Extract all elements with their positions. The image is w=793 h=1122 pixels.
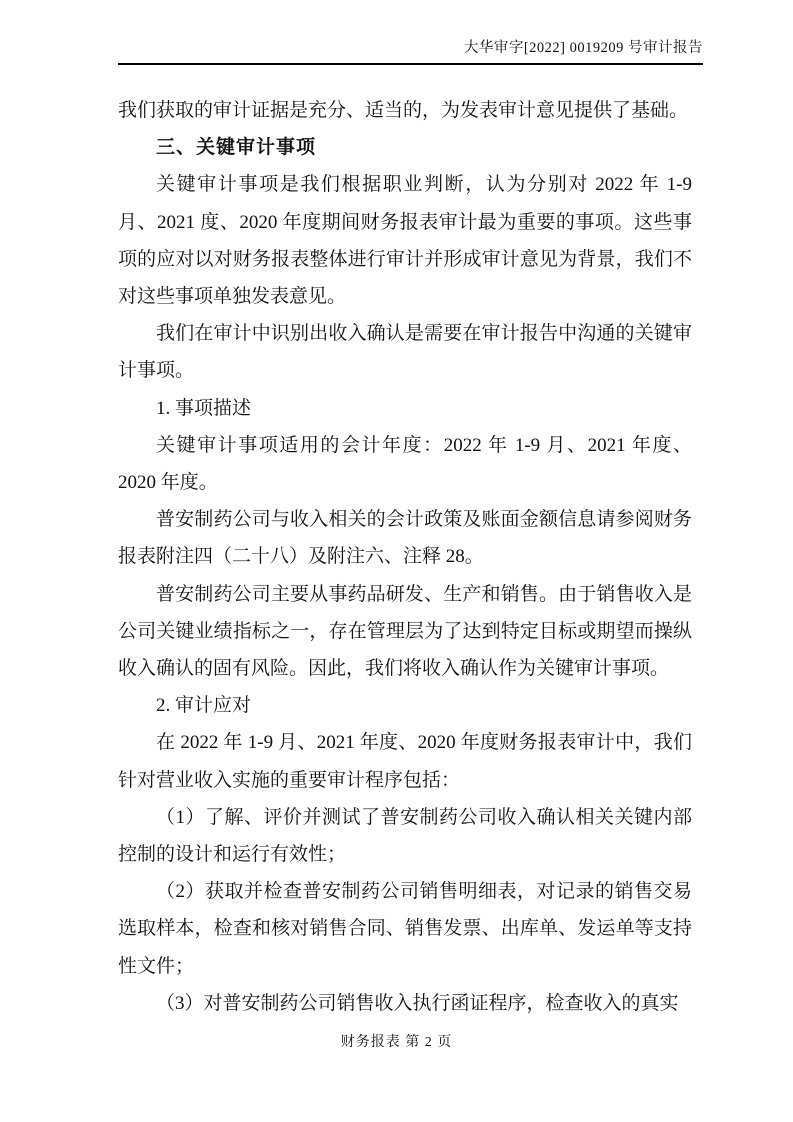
subheading-audit-response: 2. 审计应对 bbox=[156, 695, 252, 717]
paragraph-policy-reference: 普安制药公司与收入相关的会计政策及账面金额信息请参阅财务报表附注四（二十八）及附注六、注释 28。 bbox=[118, 509, 692, 568]
page-number-label: 财务报表 第 2 页 bbox=[340, 1035, 453, 1050]
paragraph-procedure-2-sales-detail: （2）获取并检查普安制药公司销售明细表，对记录的销售交易选取样本，检查和核对销售合同、销售发票、出库单、发运单等支持性文件； bbox=[118, 881, 692, 977]
paragraph-kam-identified: 我们在审计中识别出收入确认是需要在审计报告中沟通的关键审计事项。 bbox=[118, 323, 692, 382]
paragraph-company-business-risk: 普安制药公司主要从事药品研发、生产和销售。由于销售收入是公司关键业绩指标之一，存在管理层为了达到特定目标或期望而操纵收入确认的固有风险。因此，我们将收入确认作为关键审计事项。 bbox=[118, 583, 692, 680]
paragraph-applicable-fiscal-years: 关键审计事项适用的会计年度：2022 年 1-9 月、2021 年度、2020 年度。 bbox=[118, 434, 692, 494]
doc-number: 大华审字[2022] 0019209 号审计报告 bbox=[463, 40, 703, 56]
document-body bbox=[118, 92, 692, 1022]
paragraph-procedure-3-confirmation: （3）对普安制药公司销售收入执行函证程序，检查收入的真实 bbox=[156, 992, 679, 1014]
page-footer bbox=[0, 1031, 793, 1051]
paragraph-kam-definition: 关键审计事项是我们根据职业判断，认为分别对 2022 年 1-9 月、2021 度、2020 年度期间财务报表审计最为重要的事项。这些事项的应对以对财务报表整体进行审计并形成审计意见为背景，我们不对这些事项单独发表意见。 bbox=[118, 174, 692, 308]
page-header bbox=[118, 38, 703, 65]
section-heading-key-audit-matters: 三、关键审计事项 bbox=[156, 137, 317, 159]
paragraph-procedure-1-internal-control: （1）了解、评价并测试了普安制药公司收入确认相关关键内部控制的设计和运行有效性； bbox=[118, 806, 692, 866]
paragraph-audit-evidence-basis: 我们获取的审计证据是充分、适当的，为发表审计意见提供了基础。 bbox=[118, 100, 689, 121]
paragraph-audit-procedures-intro: 在 2022 年 1-9 月、2021 年度、2020 年度财务报表审计中，我们针对营业收入实施的重要审计程序包括： bbox=[118, 732, 692, 791]
subheading-item-description: 1. 事项描述 bbox=[156, 397, 252, 419]
